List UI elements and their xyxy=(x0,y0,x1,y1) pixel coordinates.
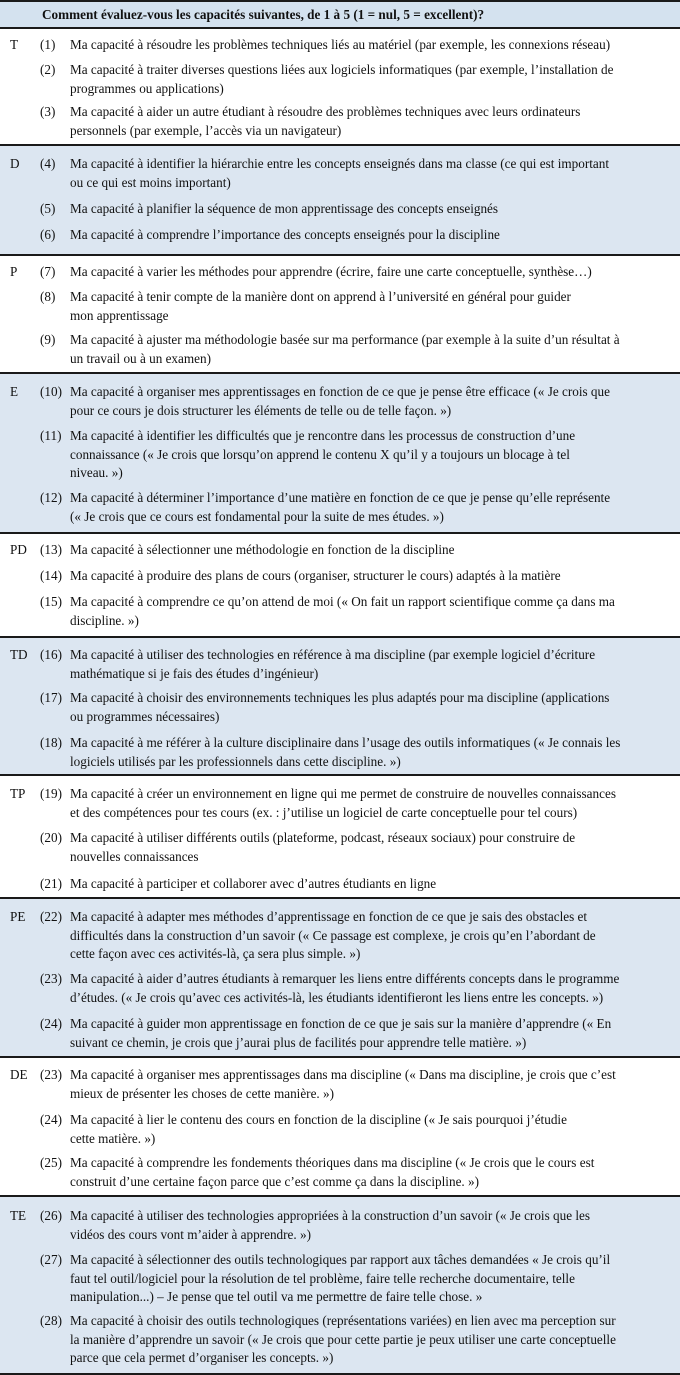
item-number: (4) xyxy=(40,156,56,171)
section-pd xyxy=(0,534,680,638)
item-text: Ma capacité à identifier la hiérarchie entre les concepts enseignés dans ma classe (ce qui est important ou ce qui est moins important) xyxy=(70,156,609,190)
item-number: (3) xyxy=(40,104,56,119)
item-text: Ma capacité à utiliser des technologies appropriées à la construction d’un savoir (« Je crois que les vidéos des cours vont m’aider à apprendre. ») xyxy=(70,1208,590,1242)
section-td xyxy=(0,638,680,776)
item-number: (2) xyxy=(40,62,56,77)
item-text: Ma capacité à identifier les difficultés que je rencontre dans les processus de construction d’une connaissance (« Je crois que lorsqu’on apprend le contenu X qu’il y a toujours un blocage à tel niveau. ») xyxy=(70,428,576,480)
item-number: (12) xyxy=(40,490,62,505)
item-number: (25) xyxy=(40,1155,62,1170)
item-number: (13) xyxy=(40,542,62,557)
section-code: TP xyxy=(10,786,26,801)
item-number: (15) xyxy=(40,594,62,609)
item-text: Ma capacité à choisir des outils technologiques (représentations variées) en lien avec ma perception sur la manière d’apprendre un savoir (« Je crois que pour cette partie je peux utiliser une carte conceptuelle parce que cela permet d’organiser les concepts. ») xyxy=(70,1313,616,1365)
item-text: Ma capacité à comprendre ce qu’on attend de moi (« On fait un rapport scientifique comme ça dans ma discipline. ») xyxy=(70,594,615,628)
item-number: (9) xyxy=(40,332,56,347)
item-text: Ma capacité à déterminer l’importance d’une matière en fonction de ce que je pense qu’elle représente (« Je crois que ce cours est fondamental pour la suite de mes études. ») xyxy=(70,490,611,524)
item-text: Ma capacité à ajuster ma méthodologie basée sur ma performance (par exemple à la suite d’un résultat à un travail ou à un examen) xyxy=(70,332,620,366)
section-code: D xyxy=(10,156,20,171)
section-code: PD xyxy=(10,542,27,557)
section-code: P xyxy=(10,264,18,279)
item-number: (11) xyxy=(40,428,62,443)
section-code: PE xyxy=(10,909,26,924)
item-number: (23) xyxy=(40,1067,62,1082)
item-text: Ma capacité à organiser mes apprentissages dans ma discipline (« Dans ma discipline, je crois que c’est mieux de présenter les choses de cette manière. ») xyxy=(70,1067,616,1101)
section-code: E xyxy=(10,384,19,399)
item-text: Ma capacité à aider d’autres étudiants à remarquer les liens entre différents concepts dans le programme d’études. (« Je crois qu’avec ces activités-là, les étudiants identifieront les liens entre les concepts. ») xyxy=(70,971,620,1005)
section-code: TE xyxy=(10,1208,27,1223)
item-text: Ma capacité à traiter diverses questions liées aux logiciels informatiques (par exemple, l’installation de programmes ou applications) xyxy=(70,62,614,96)
section-code: DE xyxy=(10,1067,28,1082)
item-text: Ma capacité à tenir compte de la manière dont on apprend à l’université en général pour guider mon apprentissage xyxy=(70,289,571,323)
item-number: (14) xyxy=(40,568,62,583)
section-e xyxy=(0,374,680,534)
item-number: (7) xyxy=(40,264,56,279)
section-pe xyxy=(0,899,680,1058)
item-number: (26) xyxy=(40,1208,62,1223)
header-question: Comment évaluez-vous les capacités suivantes, de 1 à 5 (1 = nul, 5 = excellent)? xyxy=(42,7,485,22)
section-te xyxy=(0,1197,680,1375)
item-text: Ma capacité à organiser mes apprentissages en fonction de ce que je pense être efficace (« Je crois que pour ce cours je dois structurer les éléments de telle ou de telle façon. ») xyxy=(70,384,610,418)
item-text: Ma capacité à sélectionner des outils technologiques par rapport aux tâches demandées « Je crois qu’il faut tel outil/logiciel pour la résolution de tel problème, faire telle recherche documentaire, telle manipulation...) – Je pense que tel outil va me permettre de faire telle chose. » xyxy=(70,1252,611,1304)
table-header xyxy=(0,0,680,29)
item-number: (17) xyxy=(40,690,62,705)
item-number: (21) xyxy=(40,876,62,891)
section-tp xyxy=(0,776,680,899)
item-text: Ma capacité à résoudre les problèmes techniques liés au matériel (par exemple, les connexions réseau) xyxy=(70,37,611,52)
item-text: Ma capacité à guider mon apprentissage en fonction de ce que je sais sur la manière d’apprendre (« En suivant ce chemin, je crois que j’aurai plus de facilités pour apprendre telle matière. ») xyxy=(70,1016,612,1050)
section-de xyxy=(0,1058,680,1197)
item-text: Ma capacité à utiliser différents outils (plateforme, podcast, réseaux sociaux) pour construire de nouvelles connaissances xyxy=(70,830,576,864)
item-number: (27) xyxy=(40,1252,62,1267)
section-code: TD xyxy=(10,647,28,662)
section-p xyxy=(0,256,680,374)
item-number: (22) xyxy=(40,909,62,924)
item-text: Ma capacité à adapter mes méthodes d’apprentissage en fonction de ce que je sais des obstacles et difficultés dans la construction d’un savoir (« Ce passage est complexe, je crois qu’en l’abordant de cette façon avec ces activités-là, ça sera plus simple. ») xyxy=(70,909,596,961)
item-text: Ma capacité à utiliser des technologies en référence à ma discipline (par exemple logiciel d’écriture mathématique si je fais des études d’ingénieur) xyxy=(70,647,596,681)
item-number: (16) xyxy=(40,647,62,662)
item-text: Ma capacité à lier le contenu des cours en fonction de la discipline (« Je sais pourquoi j’étudie cette matière. ») xyxy=(70,1112,567,1146)
item-text: Ma capacité à comprendre les fondements théoriques dans ma discipline (« Je crois que le cours est construit d’une certaine façon parce que c’est comme ça dans la discipline. ») xyxy=(70,1155,595,1189)
item-number: (24) xyxy=(40,1016,62,1031)
item-number: (23) xyxy=(40,971,62,986)
item-text: Ma capacité à me référer à la culture disciplinaire dans l’usage des outils informatiques (« Je connais les logiciels utilisés par les professionnels dans cette discipline. ») xyxy=(70,735,621,769)
item-text: Ma capacité à planifier la séquence de mon apprentissage des concepts enseignés xyxy=(70,201,499,216)
item-number: (8) xyxy=(40,289,56,304)
item-number: (20) xyxy=(40,830,62,845)
item-text: Ma capacité à comprendre l’importance des concepts enseignés pour la discipline xyxy=(70,227,500,242)
item-number: (24) xyxy=(40,1112,62,1127)
item-text: Ma capacité à aider un autre étudiant à résoudre des problèmes techniques avec leurs ordinateurs personnels (par exemple, l’accès via un navigateur) xyxy=(70,104,581,138)
item-number: (18) xyxy=(40,735,62,750)
item-text: Ma capacité à sélectionner une méthodologie en fonction de la discipline xyxy=(70,542,455,557)
item-text: Ma capacité à choisir des environnements techniques les plus adaptés pour ma discipline (applications ou programmes nécessaires) xyxy=(70,690,610,724)
item-text: Ma capacité à créer un environnement en ligne qui me permet de construire de nouvelles connaissances et des compétences pour tes cours (ex. : j’utilise un logiciel de carte conceptuelle pour tel cours) xyxy=(70,786,616,820)
item-number: (5) xyxy=(40,201,56,216)
item-text: Ma capacité à produire des plans de cours (organiser, structurer le cours) adaptés à la matière xyxy=(70,568,561,583)
item-number: (28) xyxy=(40,1313,62,1328)
item-text: Ma capacité à varier les méthodes pour apprendre (écrire, faire une carte conceptuelle, synthèse…) xyxy=(70,264,592,279)
item-number: (6) xyxy=(40,227,56,242)
item-number: (10) xyxy=(40,384,62,399)
section-d xyxy=(0,146,680,256)
item-number: (19) xyxy=(40,786,62,801)
section-t xyxy=(0,29,680,146)
item-number: (1) xyxy=(40,37,56,52)
section-code: T xyxy=(10,37,19,52)
item-text: Ma capacité à participer et collaborer avec d’autres étudiants en ligne xyxy=(70,876,437,891)
